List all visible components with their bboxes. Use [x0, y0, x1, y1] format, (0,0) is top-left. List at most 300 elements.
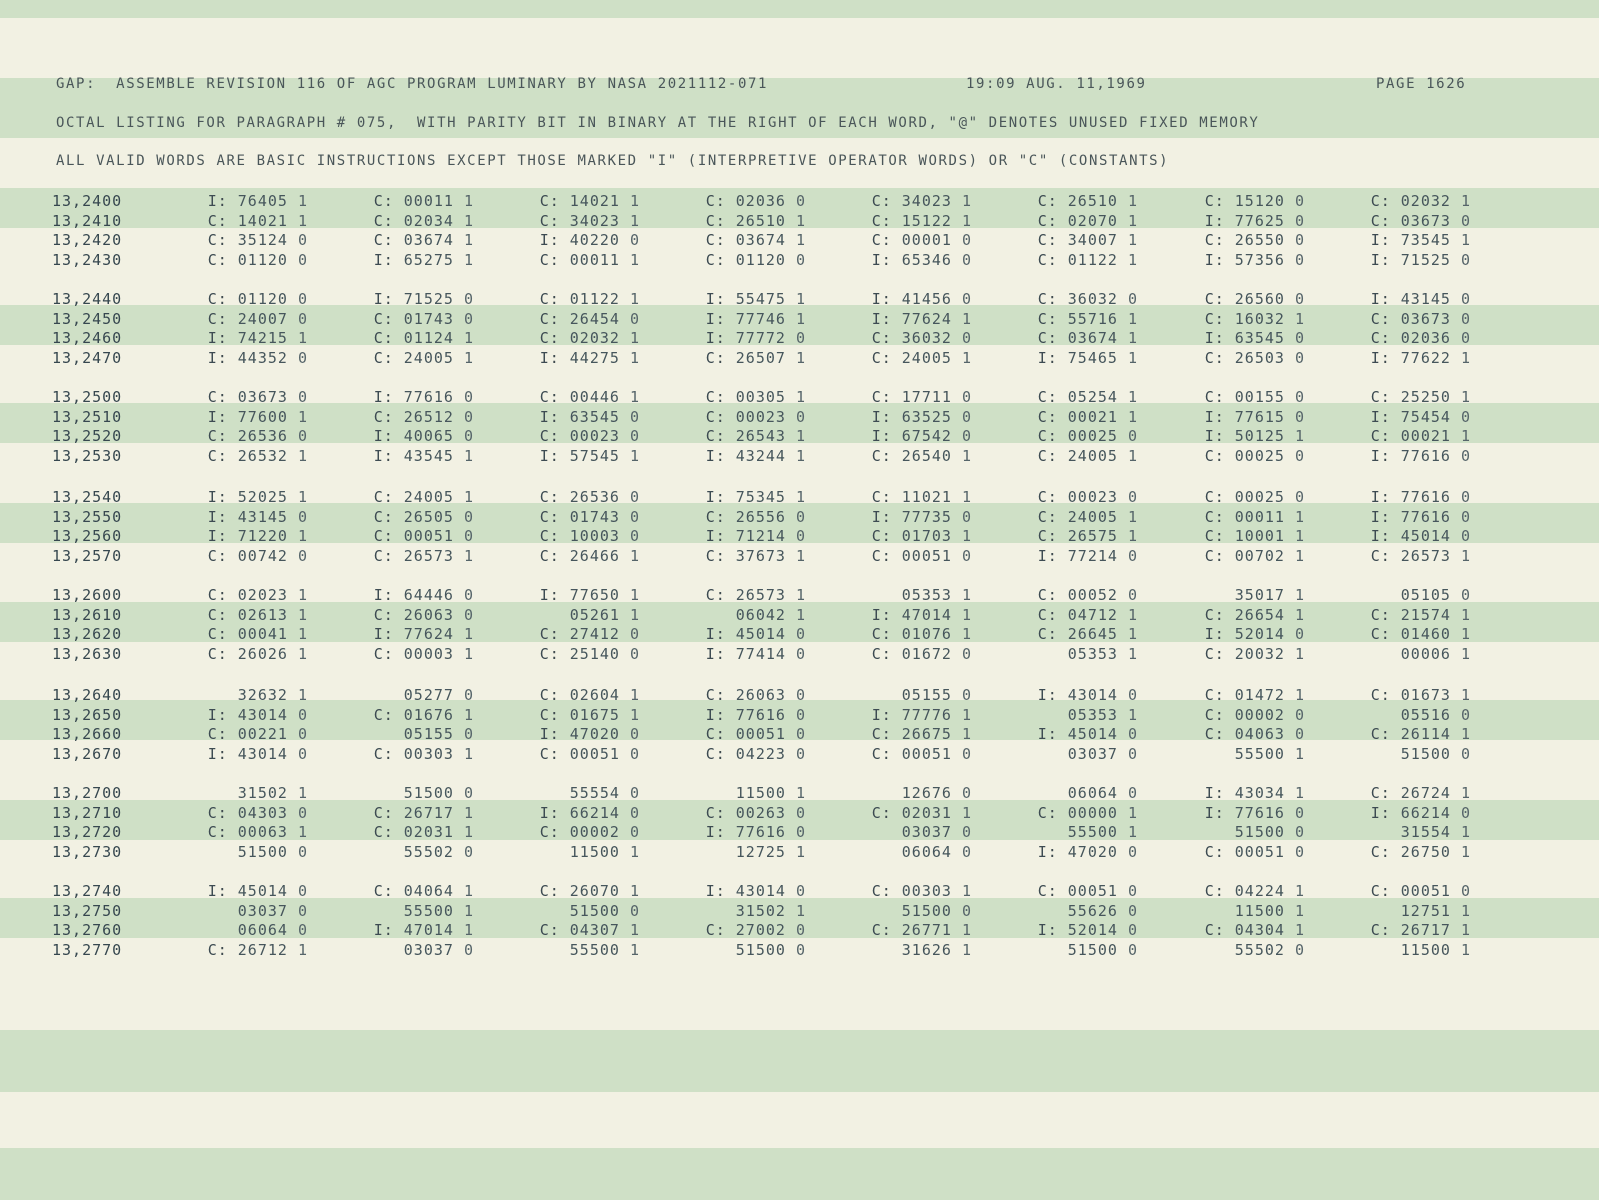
- octal-word: I: 77616 0: [373, 388, 474, 406]
- octal-word: I: 77776 1: [871, 705, 972, 724]
- parity-bit: 0: [1127, 488, 1138, 506]
- parity-bit: 0: [1460, 329, 1471, 348]
- octal-word: I: 52025 1: [207, 488, 308, 506]
- octal-value: 00011: [569, 250, 620, 269]
- octal-value: 26532: [237, 446, 288, 465]
- parity-bit: 1: [795, 231, 806, 250]
- parity-bit: 1: [961, 725, 972, 744]
- parity-bit: 1: [961, 488, 972, 506]
- parity-bit: 0: [961, 231, 972, 250]
- word-type-marker: I: [1370, 507, 1381, 526]
- parity-bit: 1: [297, 192, 308, 210]
- parity-bit: 1: [1127, 250, 1138, 269]
- octal-word: [852, 941, 972, 959]
- word-type-marker: C: [1204, 348, 1215, 367]
- table-row: [0, 823, 1599, 843]
- octal-value: 01120: [237, 250, 288, 269]
- word-type-marker: C: [373, 803, 384, 822]
- parity-bit: 1: [1294, 744, 1305, 763]
- octal-value: 50125: [1234, 427, 1285, 446]
- octal-value: 02036: [735, 192, 786, 210]
- word-type-marker: C: [207, 586, 218, 604]
- word-type-marker: C: [1037, 803, 1048, 822]
- header-line-2: OCTAL LISTING FOR PARAGRAPH # 075, WITH PARITY BIT IN BINARY AT THE RIGHT OF EACH WORD, "@" DENOTES UNUSED FIXED MEMORY: [56, 115, 1260, 131]
- octal-value: 40220: [569, 231, 620, 250]
- word-type-marker: C: [207, 309, 218, 328]
- octal-value: 00305: [735, 388, 786, 406]
- parity-bit: 1: [795, 446, 806, 465]
- parity-bit: 1: [1294, 686, 1305, 704]
- word-type-marker: C: [1037, 488, 1048, 506]
- parity-bit: 0: [629, 309, 640, 328]
- octal-word: [1351, 902, 1471, 920]
- octal-word: C: 00025 0: [1204, 488, 1305, 506]
- parity-bit: 1: [463, 625, 474, 644]
- word-type-marker: I: [1370, 488, 1381, 506]
- parity-bit: 0: [463, 309, 474, 328]
- parity-bit: 1: [629, 446, 640, 465]
- octal-value: 00041: [237, 625, 288, 644]
- octal-word: C: 24005 1: [1037, 507, 1138, 526]
- octal-value: 06064: [901, 842, 952, 861]
- octal-value: 64446: [403, 586, 454, 604]
- parity-bit: 0: [1127, 901, 1138, 920]
- octal-value: 05155: [901, 686, 952, 704]
- parity-bit: 1: [1294, 784, 1305, 802]
- word-type-marker: C: [871, 388, 882, 406]
- octal-word: C: 00023 0: [705, 407, 806, 426]
- parity-bit: 0: [1294, 705, 1305, 724]
- memory-address: 13,2640: [52, 686, 123, 704]
- word-type-marker: C: [1204, 882, 1215, 900]
- octal-value: 75454: [1400, 407, 1451, 426]
- memory-address: 13,2670: [52, 744, 123, 763]
- memory-address: 13,2720: [52, 823, 123, 842]
- octal-word: C: 02031 1: [373, 823, 474, 842]
- memory-address: 13,2770: [52, 940, 123, 959]
- word-type-marker: C: [373, 527, 384, 546]
- octal-word: C: 00041 1: [207, 625, 308, 644]
- parity-bit: 0: [961, 644, 972, 663]
- parity-bit: 0: [961, 901, 972, 920]
- memory-address: 13,2500: [52, 388, 123, 406]
- octal-word: [354, 686, 474, 704]
- parity-bit: 1: [297, 940, 308, 959]
- word-type-marker: C: [1037, 882, 1048, 900]
- parity-bit: 0: [463, 605, 474, 624]
- octal-value: 02031: [403, 823, 454, 842]
- octal-word: C: 26536 0: [539, 488, 640, 506]
- table-row: [0, 586, 1599, 606]
- octal-word: C: 36032 0: [1037, 290, 1138, 308]
- word-type-marker: C: [539, 744, 550, 763]
- table-row: [0, 921, 1599, 941]
- octal-word: [188, 686, 308, 704]
- octal-word: I: 55475 1: [705, 290, 806, 308]
- word-type-marker: C: [1204, 388, 1215, 406]
- parity-bit: 1: [463, 644, 474, 663]
- octal-word: [852, 686, 972, 704]
- octal-value: 00446: [569, 388, 620, 406]
- octal-word: C: 00011 1: [1204, 507, 1305, 526]
- octal-word: C: 26512 0: [373, 407, 474, 426]
- octal-value: 34023: [569, 211, 620, 230]
- octal-word: C: 00446 1: [539, 388, 640, 406]
- octal-value: 00011: [403, 192, 454, 210]
- octal-value: 00025: [1067, 427, 1118, 446]
- word-type-marker: I: [1204, 784, 1215, 802]
- parity-bit: 0: [297, 546, 308, 565]
- table-row: [0, 349, 1599, 369]
- octal-word: [354, 725, 474, 743]
- word-type-marker: I: [1037, 921, 1048, 940]
- memory-address: 13,2560: [52, 527, 123, 546]
- octal-value: 35124: [237, 231, 288, 250]
- parity-bit: 0: [297, 427, 308, 446]
- parity-bit: 0: [1127, 686, 1138, 704]
- word-type-marker: I: [705, 644, 716, 663]
- octal-word: C: 24007 0: [207, 309, 308, 328]
- word-type-marker: C: [1370, 784, 1381, 802]
- parity-bit: 0: [1460, 527, 1471, 546]
- octal-word: C: 01076 1: [871, 625, 972, 644]
- word-type-marker: C: [539, 705, 550, 724]
- parity-bit: 1: [629, 329, 640, 348]
- octal-word: C: 02034 1: [373, 211, 474, 230]
- octal-word: C: 37673 1: [705, 546, 806, 565]
- octal-value: 77776: [901, 705, 952, 724]
- octal-word: C: 16032 1: [1204, 309, 1305, 328]
- octal-value: 01120: [237, 290, 288, 308]
- word-type-marker: C: [373, 329, 384, 348]
- parity-bit: 1: [795, 488, 806, 506]
- octal-word: C: 00001 0: [871, 231, 972, 250]
- octal-word: [686, 941, 806, 959]
- parity-bit: 1: [1460, 725, 1471, 744]
- octal-word: C: 26540 1: [871, 446, 972, 465]
- octal-word: C: 26507 1: [705, 348, 806, 367]
- word-type-marker: C: [871, 231, 882, 250]
- octal-value: 77616: [735, 705, 786, 724]
- word-type-marker: C: [539, 192, 550, 210]
- parity-bit: 1: [795, 348, 806, 367]
- memory-address: 13,2400: [52, 192, 123, 210]
- parity-bit: 0: [1127, 744, 1138, 763]
- octal-word: C: 34023 1: [539, 211, 640, 230]
- word-type-marker: I: [871, 427, 882, 446]
- word-type-marker: C: [373, 348, 384, 367]
- word-type-marker: I: [1037, 842, 1048, 861]
- parity-bit: 0: [1127, 940, 1138, 959]
- parity-bit: 0: [629, 231, 640, 250]
- octal-value: 26543: [735, 427, 786, 446]
- word-type-marker: I: [1204, 625, 1215, 644]
- octal-word: I: 41456 0: [871, 290, 972, 308]
- parity-bit: 1: [463, 803, 474, 822]
- word-type-marker: C: [1204, 546, 1215, 565]
- octal-word: I: 44352 0: [207, 348, 308, 367]
- octal-word: C: 00002 0: [1204, 705, 1305, 724]
- parity-bit: 1: [463, 901, 474, 920]
- octal-value: 01676: [403, 705, 454, 724]
- octal-value: 43014: [237, 705, 288, 724]
- octal-value: 04307: [569, 921, 620, 940]
- parity-bit: 1: [629, 388, 640, 406]
- word-type-marker: C: [705, 546, 716, 565]
- octal-word: I: 66214 0: [1370, 803, 1471, 822]
- word-type-marker: C: [207, 446, 218, 465]
- parity-bit: 1: [1294, 586, 1305, 604]
- octal-word: C: 00051 0: [705, 725, 806, 744]
- word-type-marker: C: [1037, 329, 1048, 348]
- parity-bit: 0: [1127, 290, 1138, 308]
- octal-value: 41456: [901, 290, 952, 308]
- octal-word: [1351, 706, 1471, 724]
- octal-value: 06064: [237, 921, 288, 940]
- parity-bit: 1: [1460, 901, 1471, 920]
- word-type-marker: C: [1370, 725, 1381, 744]
- octal-value: 03674: [1067, 329, 1118, 348]
- word-type-marker: C: [373, 211, 384, 230]
- octal-value: 01120: [735, 250, 786, 269]
- parity-bit: 1: [795, 309, 806, 328]
- octal-word: C: 03674 1: [1037, 329, 1138, 348]
- word-type-marker: C: [539, 309, 550, 328]
- parity-bit: 0: [1460, 488, 1471, 506]
- octal-word: I: 77616 0: [1204, 803, 1305, 822]
- parity-bit: 1: [297, 488, 308, 506]
- octal-value: 01675: [569, 705, 620, 724]
- table-row: [0, 725, 1599, 745]
- octal-value: 77214: [1067, 546, 1118, 565]
- parity-bit: 1: [795, 546, 806, 565]
- octal-word: I: 77624 1: [871, 309, 972, 328]
- octal-value: 66214: [1400, 803, 1451, 822]
- parity-bit: 0: [795, 705, 806, 724]
- octal-word: [686, 843, 806, 861]
- parity-bit: 1: [1127, 823, 1138, 842]
- octal-value: 77624: [403, 625, 454, 644]
- octal-value: 01673: [1400, 686, 1451, 704]
- parity-bit: 1: [463, 546, 474, 565]
- parity-bit: 0: [1294, 940, 1305, 959]
- parity-bit: 0: [1127, 921, 1138, 940]
- octal-word: I: 67542 0: [871, 427, 972, 446]
- parity-bit: 1: [1127, 605, 1138, 624]
- word-type-marker: C: [539, 823, 550, 842]
- header-line-1: [56, 76, 1546, 96]
- octal-word: [520, 902, 640, 920]
- word-type-marker: C: [705, 586, 716, 604]
- parity-bit: 1: [1294, 507, 1305, 526]
- octal-value: 00051: [1067, 882, 1118, 900]
- parity-bit: 1: [961, 446, 972, 465]
- word-type-marker: C: [373, 546, 384, 565]
- parity-bit: 1: [463, 446, 474, 465]
- table-row: [0, 902, 1599, 922]
- octal-word: I: 63545 0: [539, 407, 640, 426]
- octal-value: 11500: [735, 784, 786, 802]
- octal-word: C: 04304 1: [1204, 921, 1305, 940]
- octal-value: 00006: [1400, 644, 1451, 663]
- parity-bit: 1: [463, 329, 474, 348]
- octal-value: 77622: [1400, 348, 1451, 367]
- octal-value: 26560: [1234, 290, 1285, 308]
- octal-value: 00263: [735, 803, 786, 822]
- octal-word: I: 45014 0: [207, 882, 308, 900]
- octal-value: 31626: [901, 940, 952, 959]
- parity-bit: 0: [297, 507, 308, 526]
- octal-word: [1185, 586, 1305, 604]
- word-type-marker: I: [871, 705, 882, 724]
- word-type-marker: C: [539, 882, 550, 900]
- octal-value: 24005: [1067, 446, 1118, 465]
- parity-bit: 0: [1294, 211, 1305, 230]
- table-row: [0, 508, 1599, 528]
- octal-value: 43014: [237, 744, 288, 763]
- word-type-marker: I: [705, 705, 716, 724]
- octal-word: I: 43014 0: [1037, 686, 1138, 704]
- octal-word: C: 00051 0: [1204, 842, 1305, 861]
- memory-address: 13,2620: [52, 625, 123, 644]
- octal-value: 55500: [403, 901, 454, 920]
- octal-word: [188, 921, 308, 939]
- octal-word: I: 43014 0: [705, 882, 806, 900]
- octal-value: 51500: [735, 940, 786, 959]
- octal-word: C: 01122 1: [1037, 250, 1138, 269]
- parity-bit: 1: [961, 625, 972, 644]
- memory-address: 13,2710: [52, 803, 123, 822]
- octal-word: C: 00051 0: [373, 527, 474, 546]
- octal-value: 26573: [1400, 546, 1451, 565]
- octal-word: C: 03673 0: [207, 388, 308, 406]
- word-type-marker: I: [871, 250, 882, 269]
- octal-value: 03037: [403, 940, 454, 959]
- word-type-marker: I: [373, 586, 384, 604]
- octal-word: C: 01703 1: [871, 527, 972, 546]
- octal-word: [354, 784, 474, 802]
- parity-bit: 1: [1127, 625, 1138, 644]
- octal-value: 77616: [1400, 488, 1451, 506]
- octal-value: 02036: [1400, 329, 1451, 348]
- octal-word: [1351, 586, 1471, 604]
- octal-word: I: 71220 1: [207, 527, 308, 546]
- octal-word: [354, 902, 474, 920]
- octal-word: C: 00155 0: [1204, 388, 1305, 406]
- octal-value: 63545: [1234, 329, 1285, 348]
- parity-bit: 0: [1460, 803, 1471, 822]
- octal-value: 21574: [1400, 605, 1451, 624]
- octal-value: 77772: [735, 329, 786, 348]
- word-type-marker: C: [1037, 586, 1048, 604]
- octal-word: I: 74215 1: [207, 329, 308, 348]
- parity-bit: 1: [1294, 309, 1305, 328]
- octal-value: 26654: [1234, 605, 1285, 624]
- octal-word: C: 00051 0: [539, 744, 640, 763]
- parity-bit: 0: [795, 527, 806, 546]
- word-type-marker: I: [207, 192, 218, 210]
- octal-word: C: 26573 1: [373, 546, 474, 565]
- parity-bit: 1: [463, 192, 474, 210]
- octal-word: [1185, 902, 1305, 920]
- memory-address: 13,2470: [52, 348, 123, 367]
- octal-value: 24005: [403, 488, 454, 506]
- octal-word: C: 00003 1: [373, 644, 474, 663]
- parity-bit: 1: [463, 705, 474, 724]
- word-type-marker: C: [1370, 605, 1381, 624]
- octal-value: 03673: [1400, 211, 1451, 230]
- octal-value: 24005: [403, 348, 454, 367]
- octal-value: 02613: [237, 605, 288, 624]
- word-type-marker: C: [871, 446, 882, 465]
- word-type-marker: I: [705, 488, 716, 506]
- octal-word: [1351, 745, 1471, 763]
- parity-bit: 0: [961, 388, 972, 406]
- octal-value: 26510: [735, 211, 786, 230]
- parity-bit: 1: [1460, 940, 1471, 959]
- parity-bit: 0: [1127, 842, 1138, 861]
- word-type-marker: I: [705, 527, 716, 546]
- word-type-marker: I: [871, 507, 882, 526]
- octal-value: 26771: [901, 921, 952, 940]
- octal-word: C: 27002 0: [705, 921, 806, 940]
- word-type-marker: I: [539, 348, 550, 367]
- table-row: [0, 408, 1599, 428]
- parity-bit: 0: [297, 309, 308, 328]
- parity-bit: 0: [463, 686, 474, 704]
- octal-word: C: 26063 0: [705, 686, 806, 704]
- table-row: [0, 192, 1599, 212]
- parity-bit: 1: [629, 921, 640, 940]
- memory-address: 13,2410: [52, 211, 123, 230]
- octal-value: 00051: [1234, 842, 1285, 861]
- word-type-marker: I: [539, 446, 550, 465]
- parity-bit: 0: [795, 823, 806, 842]
- parity-bit: 1: [297, 527, 308, 546]
- parity-bit: 0: [795, 192, 806, 210]
- parity-bit: 1: [297, 605, 308, 624]
- octal-word: [1018, 784, 1138, 802]
- parity-bit: 0: [961, 427, 972, 446]
- parity-bit: 0: [795, 644, 806, 663]
- parity-bit: 0: [795, 803, 806, 822]
- parity-bit: 1: [961, 921, 972, 940]
- octal-word: C: 01122 1: [539, 290, 640, 308]
- word-type-marker: C: [1204, 488, 1215, 506]
- octal-word: C: 26503 0: [1204, 348, 1305, 367]
- octal-word: C: 24005 1: [1037, 446, 1138, 465]
- parity-bit: 0: [795, 882, 806, 900]
- table-row: [0, 447, 1599, 467]
- octal-value: 00023: [1067, 488, 1118, 506]
- word-type-marker: I: [373, 388, 384, 406]
- octal-value: 00002: [569, 823, 620, 842]
- octal-word: C: 20032 1: [1204, 644, 1305, 663]
- octal-value: 77735: [901, 507, 952, 526]
- parity-bit: 0: [463, 842, 474, 861]
- octal-word: C: 02023 1: [207, 586, 308, 604]
- octal-value: 03673: [237, 388, 288, 406]
- octal-value: 00303: [403, 744, 454, 763]
- word-type-marker: I: [1204, 329, 1215, 348]
- octal-word: I: 44275 1: [539, 348, 640, 367]
- word-type-marker: C: [373, 605, 384, 624]
- octal-value: 55475: [735, 290, 786, 308]
- parity-bit: 1: [1127, 803, 1138, 822]
- octal-value: 04223: [735, 744, 786, 763]
- word-type-marker: I: [373, 250, 384, 269]
- word-type-marker: I: [1370, 803, 1381, 822]
